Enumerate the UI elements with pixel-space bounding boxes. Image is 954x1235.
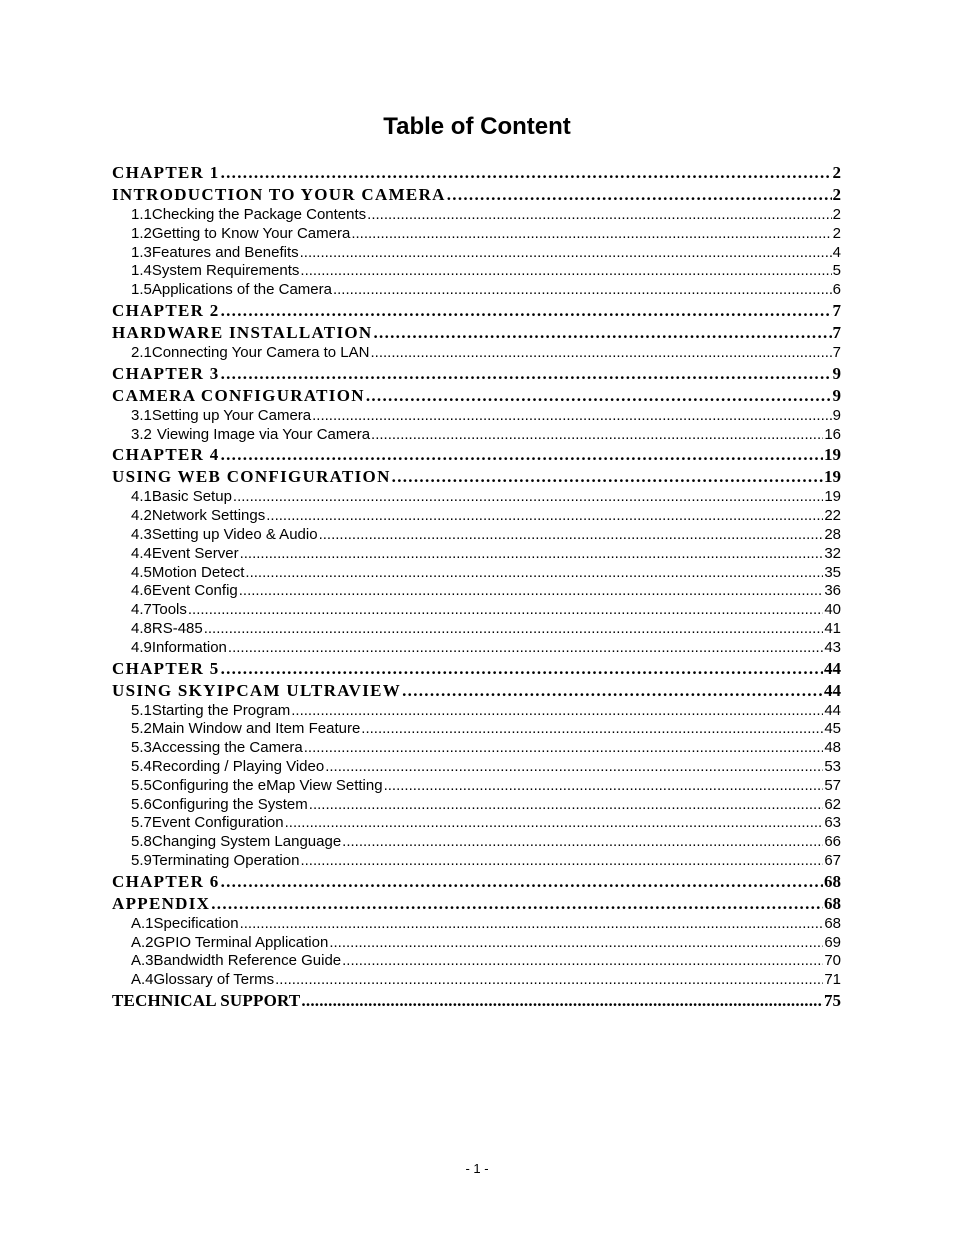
toc-title: RS-485: [151, 619, 203, 637]
toc-title: Network Settings: [151, 507, 266, 525]
toc-entry[interactable]: [112, 796, 841, 815]
toc-title: Motion Detect: [151, 563, 245, 581]
toc-section-number: A.1: [131, 914, 154, 932]
toc-entry[interactable]: [112, 582, 841, 601]
toc-page-number: 69: [824, 933, 841, 951]
toc-title: USING WEB CONFIGURATION: [112, 467, 391, 487]
toc-entry[interactable]: [112, 952, 841, 971]
toc-section-number: 5.4: [131, 757, 152, 775]
toc-page-number: 7: [832, 300, 841, 320]
toc-section-number: 1.3: [131, 243, 152, 261]
toc-page-number: 68: [824, 914, 841, 932]
toc-page-number: 6: [832, 281, 841, 299]
toc-section-number: 5.6: [131, 795, 152, 813]
toc-section-number: 3.1: [131, 406, 152, 424]
toc-entry[interactable]: [112, 971, 841, 990]
page-title: Table of Content: [383, 113, 571, 140]
toc-section-number: A.2: [131, 933, 154, 951]
toc-page-number: 4: [832, 243, 841, 261]
dot-leader: [285, 814, 824, 833]
dot-leader: [325, 758, 823, 777]
toc-section-number: 5.7: [131, 814, 152, 832]
toc-page-number: 19: [824, 467, 841, 487]
toc-section-number: A.3: [131, 952, 154, 970]
dot-leader: [367, 206, 831, 225]
toc-title: Configuring the System: [151, 795, 308, 813]
toc-section-number: 1.4: [131, 262, 152, 280]
toc-section-number: 4.2: [131, 507, 152, 525]
toc-entry[interactable]: [112, 620, 841, 639]
toc-section-number: 4.8: [131, 619, 152, 637]
toc-entry[interactable]: [112, 206, 841, 225]
toc-title: APPENDIX: [112, 893, 211, 913]
toc-heading[interactable]: [112, 680, 841, 702]
toc-title: Information: [151, 638, 227, 656]
toc-title: Checking the Package Contents: [151, 206, 367, 223]
toc-title: CHAPTER 4: [112, 445, 220, 465]
toc-entry[interactable]: [112, 225, 841, 244]
toc-page-number: 19: [824, 445, 841, 465]
toc-page-number: 44: [824, 658, 841, 678]
toc-section-number: 1.1: [131, 206, 152, 223]
toc-entry[interactable]: [112, 758, 841, 777]
toc-page-number: 9: [832, 406, 841, 424]
dot-leader: [366, 385, 832, 407]
toc-heading[interactable]: [112, 893, 841, 915]
toc-page-number: 2: [832, 224, 841, 242]
toc-page-number: 43: [824, 638, 841, 656]
dot-leader: [221, 300, 832, 322]
toc-title: Accessing the Camera: [151, 739, 303, 757]
toc-title: CHAPTER 3: [112, 363, 220, 383]
toc-heading[interactable]: [112, 444, 841, 466]
toc-title: HARDWARE INSTALLATION: [112, 322, 373, 342]
toc-entry[interactable]: [112, 545, 841, 564]
toc-section-number: 5.3: [131, 739, 152, 757]
toc-section-number: 4.1: [131, 488, 152, 506]
toc-entry[interactable]: [112, 407, 841, 426]
toc-heading[interactable]: [112, 300, 841, 322]
toc-title: Getting to Know Your Camera: [151, 224, 351, 242]
toc-title: CHAPTER 1: [112, 163, 220, 182]
toc-title: CHAPTER 6: [112, 871, 220, 891]
toc-page-number: 66: [824, 833, 841, 851]
toc-section-number: 5.2: [131, 720, 152, 738]
dot-leader: [392, 466, 823, 488]
dot-leader: [319, 526, 824, 545]
dot-leader: [300, 244, 832, 263]
dot-leader: [228, 639, 823, 658]
toc-page-number: 70: [824, 952, 841, 970]
dot-leader: [240, 545, 824, 564]
toc-page-number: 40: [824, 601, 841, 619]
toc-page-number: 57: [824, 776, 841, 794]
dot-leader: [361, 720, 823, 739]
dot-leader: [240, 915, 824, 934]
dot-leader: [329, 934, 823, 953]
toc-section-number: 1.5: [131, 281, 152, 299]
toc-page-number: 22: [824, 507, 841, 525]
toc-page-number: 44: [824, 680, 841, 700]
toc-title: Viewing Image via Your Camera: [156, 425, 371, 443]
toc-page-number: 5: [832, 262, 841, 280]
toc-section-number: 3.2: [131, 425, 152, 443]
toc-heading[interactable]: [112, 990, 841, 1012]
dot-leader: [188, 601, 823, 620]
toc-entry[interactable]: [112, 601, 841, 620]
toc-page-number: 41: [824, 619, 841, 637]
toc-page-number: 67: [824, 851, 841, 869]
toc-entry[interactable]: [112, 507, 841, 526]
toc-title: Event Configuration: [151, 814, 284, 832]
dot-leader: [309, 796, 824, 815]
toc-page-number: 53: [824, 757, 841, 775]
toc-section-number: 2.1: [131, 343, 152, 361]
dot-leader: [275, 971, 823, 990]
toc-page-number: 32: [824, 544, 841, 562]
dot-leader: [211, 893, 823, 915]
toc-page-number: 75: [824, 990, 841, 1010]
dot-leader: [373, 322, 831, 344]
toc-section-number: 4.9: [131, 638, 152, 656]
toc-title: CHAPTER 5: [112, 658, 220, 678]
toc-heading[interactable]: [112, 322, 841, 344]
dot-leader: [351, 225, 831, 244]
toc-page-number: 28: [824, 525, 841, 543]
dot-leader: [300, 262, 831, 281]
dot-leader: [300, 852, 823, 871]
toc-page-number: 62: [824, 795, 841, 813]
toc-entry[interactable]: [112, 344, 841, 363]
toc-section-number: 5.1: [131, 701, 152, 719]
toc-section-number: 4.3: [131, 525, 152, 543]
toc-title: Terminating Operation: [151, 851, 300, 869]
toc-entry[interactable]: [112, 244, 841, 263]
toc-heading[interactable]: [112, 658, 841, 680]
toc-entry[interactable]: [112, 639, 841, 658]
toc-title: Connecting Your Camera to LAN: [151, 343, 370, 361]
toc-entry[interactable]: [112, 814, 841, 833]
toc-page-number: 45: [824, 720, 841, 738]
toc-section-number: 4.6: [131, 582, 152, 600]
toc-page-number: 7: [832, 343, 841, 361]
toc-entry[interactable]: [112, 739, 841, 758]
toc-page-number: 2: [832, 185, 841, 204]
dot-leader: [371, 344, 832, 363]
toc-title: Event Server: [151, 544, 239, 562]
toc-heading[interactable]: [112, 162, 841, 184]
toc-page-number: 36: [824, 582, 841, 600]
dot-leader: [291, 702, 823, 721]
toc-page-number: 68: [824, 871, 841, 891]
toc-title: Basic Setup: [151, 488, 232, 506]
toc-heading[interactable]: [112, 385, 841, 407]
toc-title: TECHNICAL SUPPORT: [112, 990, 301, 1010]
toc-entry[interactable]: [112, 488, 841, 507]
toc-page-number: 19: [824, 488, 841, 506]
toc-title: Recording / Playing Video: [151, 757, 325, 775]
toc-title: System Requirements: [151, 262, 300, 280]
toc-page-number: 48: [824, 739, 841, 757]
toc-entry[interactable]: [112, 702, 841, 721]
toc-entry[interactable]: [112, 526, 841, 545]
dot-leader: [402, 680, 823, 702]
toc-section-number: 4.5: [131, 563, 152, 581]
toc-page-number: 68: [824, 893, 841, 913]
toc-entry[interactable]: [112, 281, 841, 300]
toc-entry[interactable]: [112, 720, 841, 739]
toc-page-number: 16: [824, 425, 841, 443]
dot-leader: [221, 363, 832, 385]
toc-title: USING SKYIPCAM ULTRAVIEW: [112, 680, 402, 700]
toc-page-number: 35: [824, 563, 841, 581]
toc-entry[interactable]: [112, 262, 841, 281]
toc-title: Starting the Program: [151, 701, 291, 719]
dot-leader: [266, 507, 823, 526]
dot-leader: [333, 281, 832, 300]
toc-section-number: 4.7: [131, 601, 152, 619]
toc-page-number: 2: [832, 206, 841, 223]
table-of-contents: [112, 162, 841, 1012]
toc-section-number: 5.8: [131, 833, 152, 851]
toc-title: Features and Benefits: [151, 243, 299, 261]
toc-title: Changing System Language: [151, 833, 342, 851]
dot-leader: [239, 582, 824, 601]
dot-leader: [312, 407, 832, 426]
toc-section-number: 1.2: [131, 224, 152, 242]
toc-entry[interactable]: [112, 777, 841, 796]
dot-leader: [221, 162, 832, 184]
toc-entry[interactable]: [112, 915, 841, 934]
toc-title: Setting up Video & Audio: [151, 525, 318, 543]
dot-leader: [245, 564, 823, 583]
toc-page-number: 71: [824, 971, 841, 989]
dot-leader: [384, 777, 824, 796]
toc-section-number: 5.5: [131, 776, 152, 794]
toc-page-number: 2: [832, 163, 841, 182]
toc-title: Tools: [151, 601, 187, 619]
toc-title: Event Config: [151, 582, 238, 600]
dot-leader: [221, 658, 823, 680]
toc-heading[interactable]: [112, 184, 841, 206]
dot-leader: [447, 184, 832, 206]
toc-page-number: 63: [824, 814, 841, 832]
dot-leader: [221, 444, 823, 466]
toc-title: INTRODUCTION TO YOUR CAMERA: [112, 185, 446, 204]
toc-title: Applications of the Camera: [151, 281, 332, 299]
toc-section-number: A.4: [131, 971, 154, 989]
dot-leader: [233, 488, 823, 507]
dot-leader: [301, 990, 823, 1012]
toc-title: CAMERA CONFIGURATION: [112, 385, 365, 405]
toc-title: GPIO Terminal Application: [153, 933, 329, 951]
toc-page-number: 44: [824, 701, 841, 719]
toc-entry[interactable]: [112, 426, 841, 445]
toc-heading[interactable]: [112, 363, 841, 385]
toc-title: Bandwidth Reference Guide: [153, 952, 342, 970]
dot-leader: [221, 871, 823, 893]
toc-entry[interactable]: [112, 833, 841, 852]
toc-page-number: 7: [832, 322, 841, 342]
toc-section-number: 4.4: [131, 544, 152, 562]
toc-title: Main Window and Item Feature: [151, 720, 361, 738]
dot-leader: [304, 739, 824, 758]
toc-entry[interactable]: [112, 934, 841, 953]
toc-title: Specification: [153, 914, 239, 932]
toc-heading[interactable]: [112, 871, 841, 893]
page-number: - 1 -: [465, 1161, 489, 1176]
toc-title: Configuring the eMap View Setting: [151, 776, 383, 794]
dot-leader: [204, 620, 824, 639]
toc-title: Glossary of Terms: [153, 971, 275, 989]
toc-title: Setting up Your Camera: [151, 406, 312, 424]
dot-leader: [371, 426, 823, 445]
toc-page-number: 9: [832, 363, 841, 383]
toc-entry[interactable]: [112, 564, 841, 583]
dot-leader: [342, 952, 823, 971]
toc-title: CHAPTER 2: [112, 300, 220, 320]
toc-entry[interactable]: [112, 852, 841, 871]
toc-section-number: 5.9: [131, 851, 152, 869]
toc-heading[interactable]: [112, 466, 841, 488]
toc-page-number: 9: [832, 385, 841, 405]
dot-leader: [342, 833, 823, 852]
